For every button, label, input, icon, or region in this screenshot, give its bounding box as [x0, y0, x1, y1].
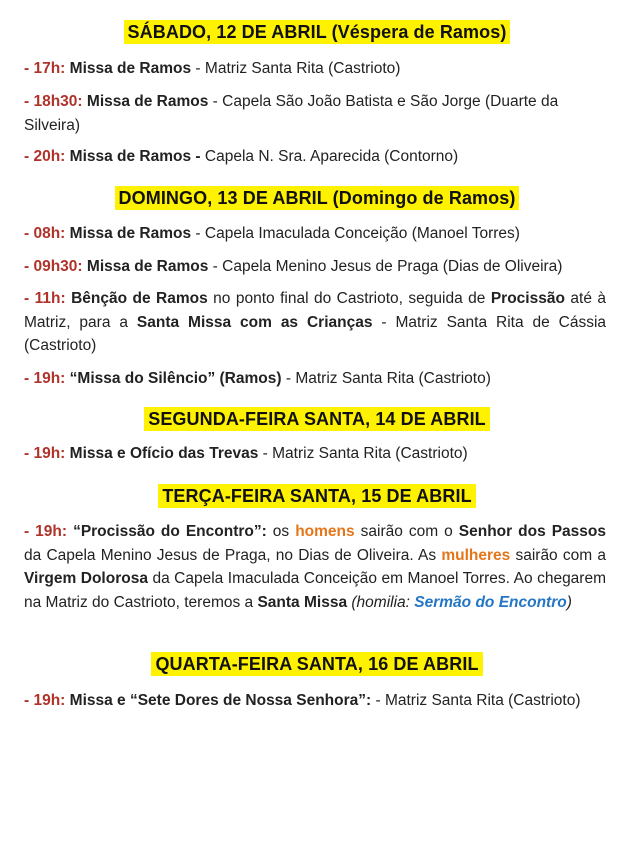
item-time: - 11h: [24, 290, 66, 307]
item-title: “Procissão do Encontro”: [73, 523, 267, 540]
item-emphasis: Santa Missa com as Crianças [136, 313, 373, 331]
item-separator: - [191, 225, 205, 242]
item-separator: - [258, 445, 273, 462]
item-title: Bênção de Ramos [71, 290, 208, 307]
item-time: - 20h: [24, 148, 66, 165]
item-text: os [266, 523, 296, 540]
item-highlight-men: homens [295, 523, 355, 540]
item-text: até à Matriz, para a [24, 290, 607, 331]
item-place: Matriz Santa Rita (Castrioto) [295, 370, 491, 387]
section-heading-sabado [0, 20, 634, 44]
schedule-item [24, 57, 606, 81]
item-time: - 18h30: [24, 93, 83, 110]
item-text: no ponto final do Castrioto, seguida de [207, 290, 491, 307]
item-time: - 19h: [24, 523, 68, 540]
item-place: Matriz Santa Rita (Castrioto) [204, 60, 401, 77]
item-place: Capela Menino Jesus de Praga (Dias de Oliveira) [222, 258, 563, 275]
heading-terca: TERÇA-FEIRA SANTA, 15 DE ABRIL [158, 484, 475, 508]
item-place: - Matriz Santa Rita de Cássia (Castrioto) [24, 313, 607, 354]
schedule-item [24, 90, 606, 137]
item-note: (homilia: [347, 593, 410, 611]
item-title: Missa de Ramos [69, 225, 192, 242]
heading-segunda: SEGUNDA-FEIRA SANTA, 14 DE ABRIL [144, 407, 490, 431]
item-time: - 08h: [24, 225, 66, 242]
schedule-item [24, 689, 606, 713]
section-heading-quarta [0, 652, 634, 676]
schedule-item [24, 442, 606, 466]
item-place: Capela São João Batista e São Jorge (Duarte da Silveira) [24, 93, 559, 134]
heading-quarta: QUARTA-FEIRA SANTA, 16 DE ABRIL [151, 652, 482, 676]
heading-sabado: SÁBADO, 12 DE ABRIL (Véspera de Ramos) [124, 20, 511, 44]
section-heading-domingo [0, 186, 634, 210]
item-text: sairão com o [354, 523, 459, 540]
item-emphasis: Senhor dos Passos [458, 523, 607, 540]
item-title: “Missa do Silêncio” (Ramos) [69, 370, 282, 387]
item-text: da Capela Imaculada Conceição em Manoel Torres. Ao chegarem na Matriz do Castrioto, teremos a [24, 570, 606, 611]
item-emphasis: Virgem Dolorosa [24, 570, 148, 587]
item-title: Missa de Ramos [69, 60, 192, 77]
section-heading-segunda [0, 407, 634, 431]
item-time: - 19h: [24, 445, 66, 462]
item-time: - 17h: [24, 60, 66, 77]
item-text: da Capela Menino Jesus de Praga, no Dias de Oliveira. As [24, 546, 442, 564]
item-highlight-women: mulheres [441, 546, 511, 564]
section-heading-terca [0, 484, 634, 508]
item-separator: - [208, 93, 223, 110]
item-title: Missa e Ofício das Trevas [69, 445, 259, 462]
item-separator: - [281, 370, 296, 387]
schedule-item [24, 367, 606, 391]
item-title: Missa de Ramos - [69, 148, 201, 165]
item-separator: - [191, 60, 205, 77]
schedule-item [24, 222, 606, 246]
schedule-item [24, 145, 606, 169]
item-time: - 19h: [24, 370, 66, 387]
schedule-item [24, 255, 606, 279]
item-place: Capela N. Sra. Aparecida (Contorno) [204, 148, 459, 165]
item-separator: - [208, 258, 223, 275]
item-note-close: ) [566, 593, 572, 611]
item-emphasis: Procissão [490, 290, 565, 307]
item-sermon-title: Sermão do Encontro [414, 593, 567, 611]
item-title: Missa e “Sete Dores de Nossa Senhora”: [69, 692, 372, 709]
item-text: sairão com a [510, 546, 606, 564]
heading-domingo: DOMINGO, 13 DE ABRIL (Domingo de Ramos) [115, 186, 520, 210]
item-title: Missa de Ramos [86, 93, 209, 110]
item-place: Matriz Santa Rita (Castrioto) [272, 445, 468, 462]
item-place: - Matriz Santa Rita (Castrioto) [371, 692, 581, 709]
item-place: Capela Imaculada Conceição (Manoel Torres) [204, 225, 520, 242]
item-time: - 19h: [24, 692, 66, 709]
item-emphasis: Santa Missa [257, 593, 348, 611]
item-time: - 09h30: [24, 258, 83, 275]
schedule-item [24, 287, 606, 358]
item-title: Missa de Ramos [86, 258, 209, 275]
schedule-item [24, 520, 606, 614]
